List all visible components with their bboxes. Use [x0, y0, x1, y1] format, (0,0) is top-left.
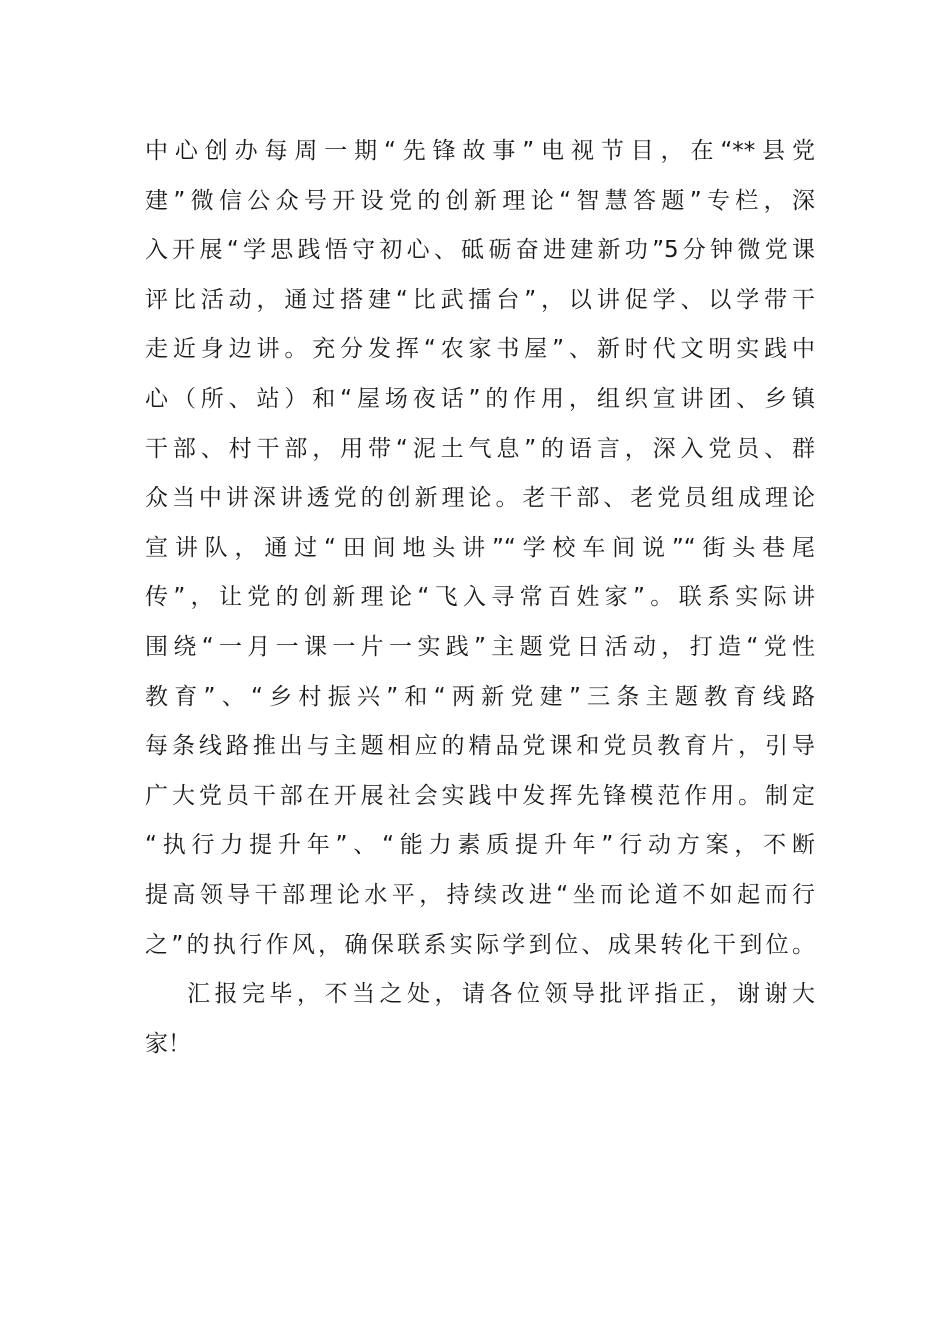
text-line: 之”的执行作风，确保联系实际学到位、成果转化干到位。 [145, 931, 815, 958]
text-line: 中心创办每周一期“先锋故事”电视节目，在“**县党 [145, 138, 815, 164]
text-line: “执行力提升年”、“能力素质提升年”行动方案，不断 [145, 832, 815, 859]
text-line: 提高领导干部理论水平，持续改进“坐而论道不如起而行 [145, 881, 815, 908]
text-line: 建”微信公众号开设党的创新理论“智慧答题”专栏，深 [145, 187, 815, 214]
closing-line-end: 家！ [145, 1030, 191, 1057]
closing-line: 汇报完毕，不当之处，请各位领导批评指正，谢谢大 [187, 981, 815, 1008]
text-line: 众当中讲深讲透党的创新理论。老干部、老党员组成理论 [145, 485, 815, 512]
text-line: 每条线路推出与主题相应的精品党课和党员教育片，引导 [145, 733, 815, 760]
text-line: 广大党员干部在开展社会实践中发挥先锋模范作用。制定 [145, 782, 815, 809]
text-line: 入开展“学思践悟守初心、砥砺奋进建新功”5分钟微党课 [145, 237, 815, 264]
text-line: 干部、村干部，用带“泥土气息”的语言，深入党员、群 [145, 435, 815, 462]
text-line: 评比活动，通过搭建“比武擂台”，以讲促学、以学带干 [145, 286, 815, 313]
text-line: 宣讲队，通过“田间地头讲”“学校车间说”“街头巷尾 [145, 534, 815, 561]
body-text [145, 127, 815, 1069]
text-line: 教育”、“乡村振兴”和“两新党建”三条主题教育线路 [145, 683, 815, 710]
text-line: 心（所、站）和“屋场夜话”的作用，组织宣讲团、乡镇 [145, 385, 815, 412]
text-line: 走近身边讲。充分发挥“农家书屋”、新时代文明实践中 [145, 336, 815, 363]
text-line: 传”，让党的创新理论“飞入寻常百姓家”。联系实际讲 [145, 584, 815, 611]
text-line: 围绕“一月一课一片一实践”主题党日活动，打造“党性 [145, 633, 815, 660]
